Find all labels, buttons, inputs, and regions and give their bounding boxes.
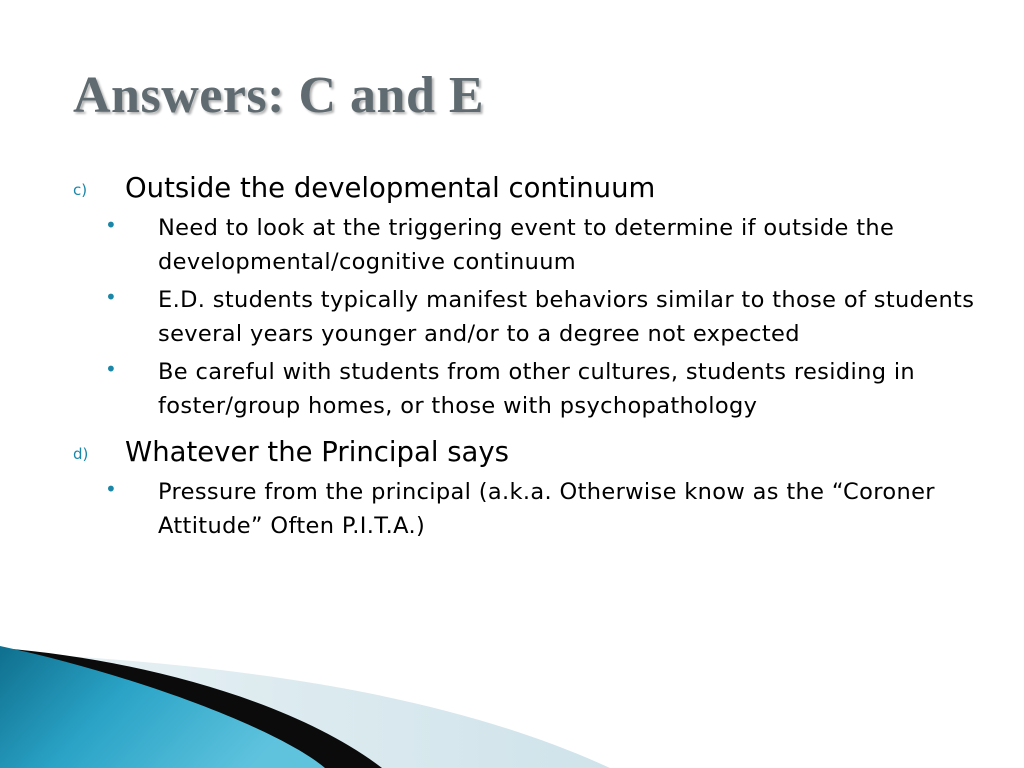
- list-item-text: Outside the developmental continuum: [125, 172, 656, 204]
- bullet-icon: •: [105, 477, 117, 501]
- list-item-c: [0, 169, 1024, 423]
- sub-bullet-item: [0, 475, 1024, 543]
- list-marker-d: d): [73, 445, 89, 463]
- sub-bullet-item: [0, 355, 1024, 423]
- swoosh-dark-band: [0, 648, 382, 768]
- sub-bullet-text: Pressure from the principal (a.k.a. Otherwise know as the “Coroner Attitude” Often P.I.T.A.): [158, 479, 935, 539]
- sub-bullet-text: Need to look at the triggering event to determine if outside the developmental/cognitive continuum: [158, 215, 895, 275]
- sub-bullet-text: Be careful with students from other cultures, students residing in foster/group homes, or those with psychopathology: [158, 359, 916, 419]
- list-item-text: Whatever the Principal says: [125, 436, 509, 468]
- sub-bullet-text: E.D. students typically manifest behaviors similar to those of students several years younger and/or to a degree not expected: [158, 287, 975, 347]
- swoosh-teal-band: [0, 646, 325, 768]
- bullet-icon: •: [105, 285, 117, 309]
- slide-title: Answers: C and E: [73, 67, 485, 124]
- sub-bullet-item: [0, 283, 1024, 351]
- bullet-icon: •: [105, 213, 117, 237]
- sub-bullet-item: [0, 211, 1024, 279]
- swoosh-light-band: [0, 652, 610, 768]
- list-marker-c: c): [73, 181, 88, 199]
- bullet-icon: •: [105, 357, 117, 381]
- list-item-d: [0, 433, 1024, 543]
- slide-content: [0, 169, 1024, 543]
